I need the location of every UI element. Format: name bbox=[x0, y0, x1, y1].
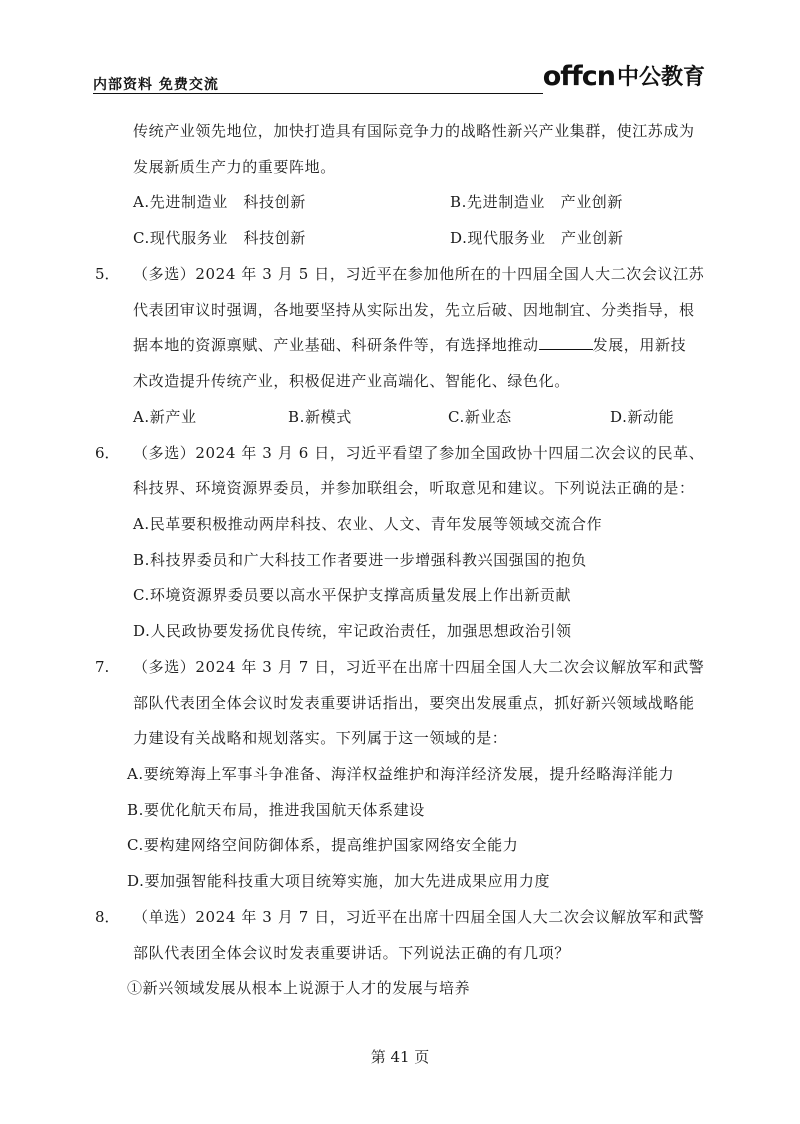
question-8-number: 8． bbox=[95, 908, 120, 926]
question-4-option-a: A.先进制造业 科技创新 bbox=[133, 193, 306, 211]
question-4-text-line: 发展新质生产力的重要阵地。 bbox=[133, 158, 336, 176]
answer-blank bbox=[539, 335, 593, 350]
question-7-option-b: B.要优化航天布局，推进我国航天体系建设 bbox=[127, 801, 425, 819]
question-6-option-c: C.环境资源界委员要以高水平保护支撑高质量发展上作出新贡献 bbox=[133, 586, 572, 604]
question-5-number: 5． bbox=[95, 265, 120, 283]
question-5-text-line bbox=[133, 335, 686, 355]
question-4-option-c: C.现代服务业 科技创新 bbox=[133, 229, 306, 247]
question-7-option-d: D.要加强智能科技重大项目统筹实施，加大先进成果应用力度 bbox=[127, 872, 551, 890]
question-5-text-line: 术改造提升传统产业，积极促进产业高端化、智能化、绿色化。 bbox=[133, 372, 570, 390]
question-5-text-part: 据本地的资源禀赋、产业基础、科研条件等，有选择地推动 bbox=[133, 336, 539, 354]
question-5-option-b: B.新模式 bbox=[288, 408, 352, 426]
offcn-logo bbox=[543, 62, 705, 92]
question-6-text-line: 科技界、环境资源界委员，并参加联组会，听取意见和建议。下列说法正确的是： bbox=[133, 479, 695, 497]
question-7-option-a: A.要统筹海上军事斗争准备、海洋权益维护和海洋经济发展，提升经略海洋能力 bbox=[127, 765, 675, 783]
question-4-text-line: 传统产业领先地位，加快打造具有国际竞争力的战略性新兴产业集群，使江苏成为 bbox=[133, 122, 695, 140]
question-4-option-b: B.先进制造业 产业创新 bbox=[450, 193, 623, 211]
question-5-text-line: 代表团审议时强调，各地要坚持从实际出发，先立后破、因地制宜、分类指导，根 bbox=[133, 301, 695, 319]
question-7-text-line: （多选）2024 年 3 月 7 日，习近平在出席十四届全国人大二次会议解放军和武警 bbox=[133, 658, 705, 676]
header-label: 内部资料 免费交流 bbox=[93, 77, 219, 93]
question-6-option-b: B.科技界委员和广大科技工作者要进一步增强科教兴国强国的抱负 bbox=[133, 551, 587, 569]
question-6-number: 6． bbox=[95, 444, 120, 462]
question-5-text-part: 发展，用新技 bbox=[592, 336, 687, 354]
header-rule bbox=[93, 93, 543, 94]
question-7-text-line: 力建设有关战略和规划落实。下列属于这一领域的是： bbox=[133, 729, 508, 747]
question-5-option-a: A.新产业 bbox=[133, 408, 197, 426]
question-7-option-c: C.要构建网络空间防御体系，提高维护国家网络安全能力 bbox=[127, 836, 519, 854]
logo-text-cn: 中公教育 bbox=[616, 65, 705, 90]
logo-text-en: offcn bbox=[542, 61, 615, 92]
question-6-text-line: （多选）2024 年 3 月 6 日，习近平看望了参加全国政协十四届二次会议的民革、 bbox=[133, 444, 705, 462]
question-5-option-d: D.新动能 bbox=[610, 408, 675, 426]
question-8-text-line: （单选）2024 年 3 月 7 日，习近平在出席十四届全国人大二次会议解放军和武警 bbox=[133, 908, 705, 926]
page-header bbox=[93, 61, 705, 96]
question-4-option-d: D.现代服务业 产业创新 bbox=[450, 229, 624, 247]
question-5-text-line: （多选）2024 年 3 月 5 日，习近平在参加他所在的十四届全国人大二次会议江苏 bbox=[133, 265, 705, 283]
question-6-option-a: A.民革要积极推动两岸科技、农业、人文、青年发展等领域交流合作 bbox=[133, 515, 603, 533]
question-8-text-line: 部队代表团全体会议时发表重要讲话。下列说法正确的有几项？ bbox=[133, 944, 570, 962]
question-8-item-1: ①新兴领域发展从根本上说源于人才的发展与培养 bbox=[127, 979, 471, 997]
question-7-number: 7. bbox=[95, 658, 110, 676]
question-7-text-line: 部队代表团全体会议时发表重要讲话指出，要突出发展重点，抓好新兴领域战略能 bbox=[133, 694, 695, 712]
question-6-option-d: D.人民政协要发扬优良传统，牢记政治责任，加强思想政治引领 bbox=[133, 622, 572, 640]
question-5-option-c: C.新业态 bbox=[448, 408, 512, 426]
page-number: 第 41 页 bbox=[370, 1048, 430, 1066]
